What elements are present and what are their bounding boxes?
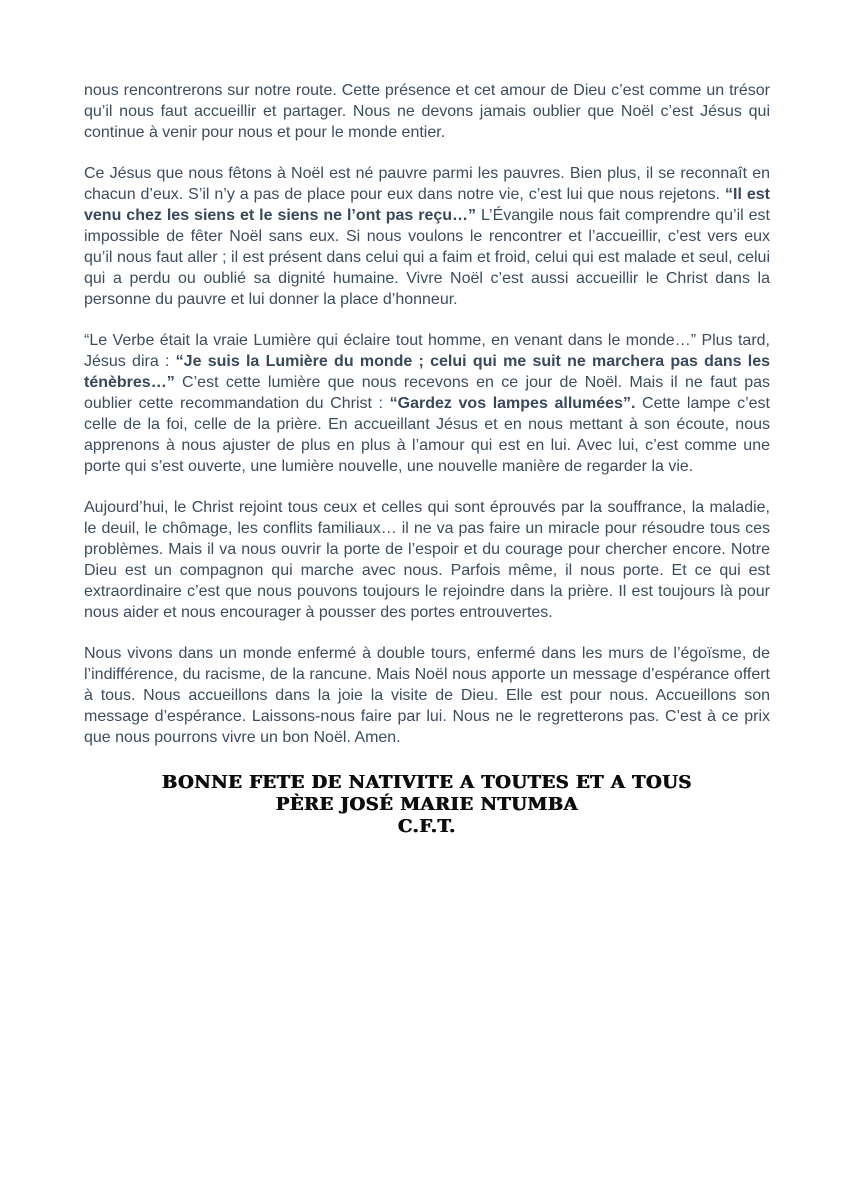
text-run: Cette lampe c’est celle de la foi, celle de la prière. En accueillant Jésus et en nous mettant à son écoute, nous apprenons à nous ajuster de plus en plus à l’amour qui est en lui. Avec lui, c’est comme une porte qui s’est ouverte, une lumière nouvelle, une nouvelle manière de regarder la vie. — [84, 395, 770, 475]
paragraph-2 — [84, 163, 770, 310]
bold-quote-run: “Je suis la Lumière du monde ; celui qui me suit ne marchera pas dans les ténèbres…” — [84, 353, 770, 391]
text-run: L’Évangile nous fait comprendre qu’il est impossible de fêter Noël sans eux. Si nous voulons le rencontrer et l’accueillir, c’est vers eux qu’il nous faut aller ; il est présent dans celui qui a faim et froid, celui qui est malade et seul, celui qui a perdu ou oublié sa dignité humaine. Vivre Noël c’est aussi accueillir le Christ dans la personne du pauvre et lui donner la place d’honneur. — [84, 207, 770, 308]
text-run: nous rencontrerons sur notre route. Cette présence et cet amour de Dieu c’est comme un trésor qu’il nous faut accueillir et partager. Nous ne devons jamais oublier que Noël c’est Jésus qui continue à venir pour nous et pour le monde entier. — [84, 82, 770, 141]
text-run: C’est cette lumière que nous recevons en ce jour de Noël. Mais il ne faut pas oublier cette recommandation du Christ : — [84, 374, 770, 412]
signature-greeting: BONNE FETE DE NATIVITE A TOUTES ET A TOUS — [162, 772, 692, 793]
signature-author: PÈRE JOSÉ MARIE NTUMBA — [275, 794, 579, 815]
text-run: Nous vivons dans un monde enfermé à double tours, enfermé dans les murs de l’égoïsme, de l’indifférence, du racisme, de la rancune. Mais Noël nous apporte un message d’espérance offert à tous. Nous accueillons dans la joie la visite de Dieu. Elle est pour nous. Accueillons son message d’espérance. Laissons-nous faire par lui. Nous ne le regretterons pas. C’est à ce prix que nous pourrons vivre un bon Noël. Amen. — [84, 645, 770, 746]
paragraph-1 — [84, 80, 770, 143]
paragraph-4 — [84, 497, 770, 623]
text-run: Aujourd’hui, le Christ rejoint tous ceux et celles qui sont éprouvés par la souffrance, la maladie, le deuil, le chômage, les conflits familiaux… il ne va pas faire un miracle pour résoudre tous ces problèmes. Mais il va nous ouvrir la porte de l’espoir et du courage pour chercher encore. Notre Dieu est un compagnon qui marche avec nous. Parfois même, il nous porte. Et ce qui est extraordinaire c’est que nous pouvons toujours le rejoindre dans la prière. Il est toujours là pour nous aider et nous encourager à pousser des portes entrouvertes. — [84, 499, 770, 621]
paragraph-3 — [84, 330, 770, 477]
text-run: “Le Verbe était la vraie Lumière qui éclaire tout homme, en venant dans le monde…” Plus tard, Jésus dira : — [84, 332, 770, 370]
bold-quote-run: “Gardez vos lampes allumées”. — [389, 395, 636, 412]
paragraph-5 — [84, 643, 770, 748]
signature-title: C.F.T. — [398, 816, 456, 837]
document-body — [84, 80, 770, 748]
text-run: Ce Jésus que nous fêtons à Noël est né pauvre parmi les pauvres. Bien plus, il se reconnaît en chacun d’eux. S’il n’y a pas de place pour eux dans notre vie, c’est lui que nous rejetons. — [84, 165, 770, 203]
bold-quote-run: “Il est venu chez les siens et le siens ne l’ont pas reçu…” — [84, 186, 770, 224]
signature-block — [84, 772, 770, 838]
